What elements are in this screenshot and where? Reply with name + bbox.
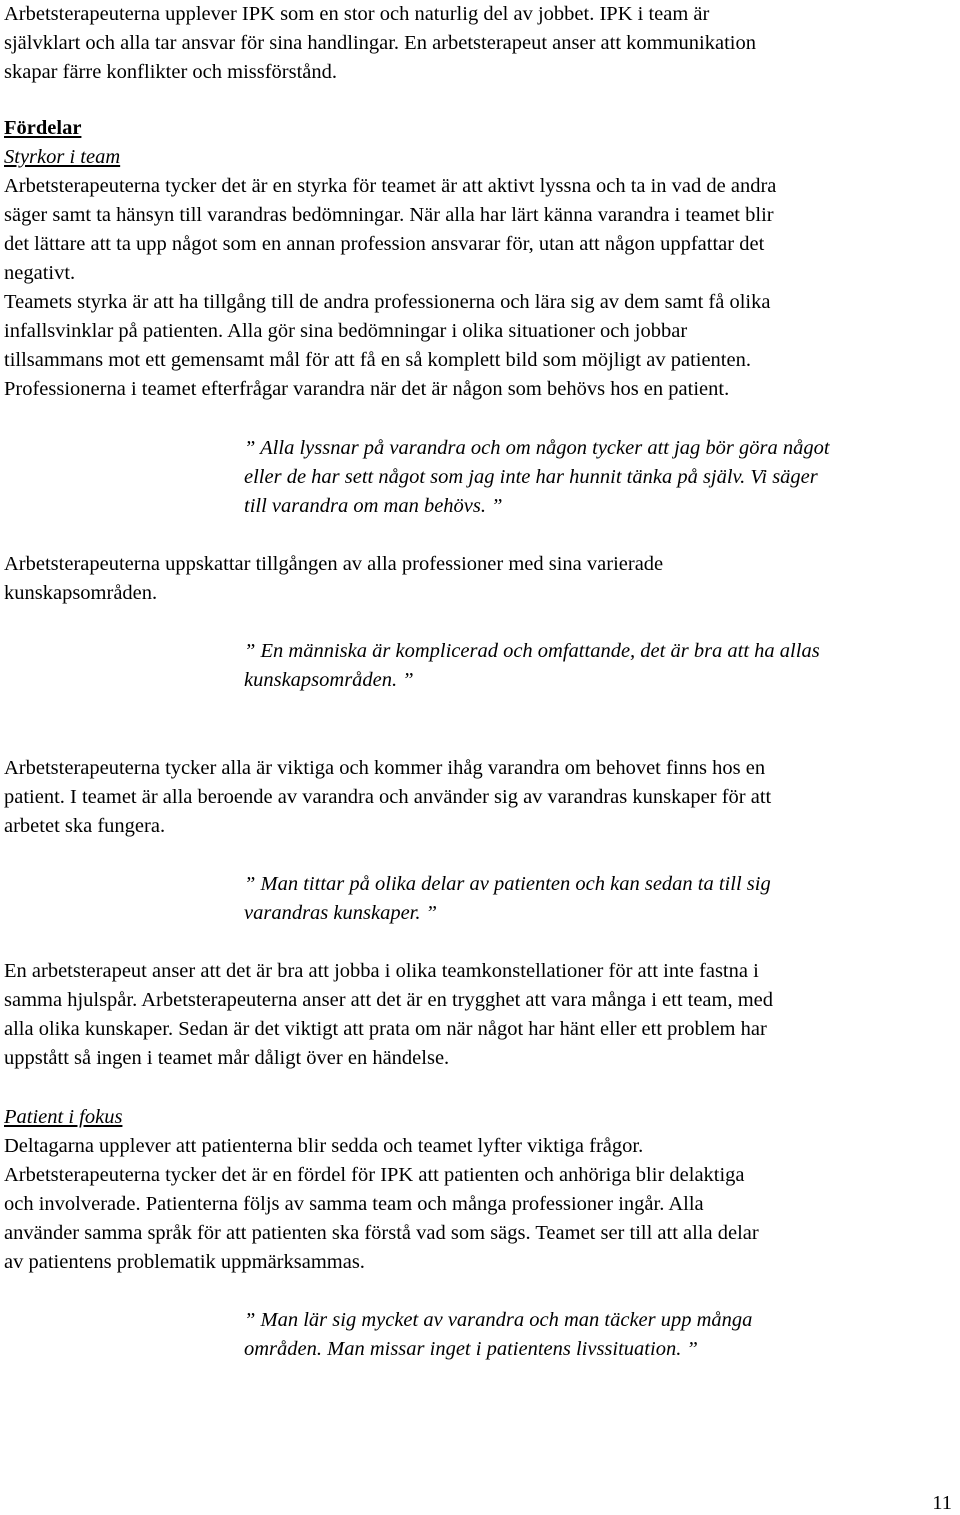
body-text-line: Deltagarna upplever att patienterna blir sedda och teamet lyfter viktiga frågor. — [4, 1135, 644, 1157]
subheading-patient-i-fokus: Patient i fokus — [4, 1106, 123, 1128]
quote-text: områden. Man missar inget i patientens livssituation. — [244, 1338, 682, 1360]
quote-text: En människa är komplicerad och omfattande, det är bra att ha allas — [260, 640, 820, 662]
quote-text: varandras kunskaper. — [244, 902, 421, 924]
body-text-line: Arbetsterapeuterna tycker det är en styrka för teamet är att aktivt lyssna och ta in vad de andra — [4, 175, 777, 197]
quote-line: ” Man tittar på olika delar av patienten och kan sedan ta till sig — [244, 873, 771, 895]
body-text-line: och involverade. Patienterna följs av samma team och många professioner ingår. Alla — [4, 1193, 704, 1215]
body-text-line: infallsvinklar på patienten. Alla gör sina bedömningar i olika situationer och jobbar — [4, 320, 688, 342]
body-text-line: Teamets styrka är att ha tillgång till de andra professionerna och lära sig av dem samt få olika — [4, 291, 771, 313]
body-text-line: Arbetsterapeuterna upplever IPK som en stor och naturlig del av jobbet. IPK i team är — [4, 3, 710, 25]
quote-line: ” En människa är komplicerad och omfattande, det är bra att ha allas — [244, 640, 820, 662]
quote-text: Man lär sig mycket av varandra och man täcker upp många — [260, 1309, 753, 1331]
quote-line: varandras kunskaper. ” — [244, 902, 438, 924]
body-text-line: av patientens problematik uppmärksammas. — [4, 1251, 365, 1273]
body-text-line: det lättare att ta upp något som en annan profession ansvarar för, utan att någon uppfattar det — [4, 233, 765, 255]
body-text-line: kunskapsområden. — [4, 582, 158, 604]
body-text-line: patient. I teamet är alla beroende av varandra och använder sig av varandras kunskaper för att — [4, 786, 772, 808]
body-text-line: uppstått så ingen i teamet mår dåligt över en händelse. — [4, 1047, 450, 1069]
quote-line: ” Man lär sig mycket av varandra och man täcker upp många — [244, 1309, 753, 1331]
body-text-line: Professionerna i teamet efterfrågar varandra när det är någon som behövs hos en patient. — [4, 378, 730, 400]
body-text-line: säger samt ta hänsyn till varandras bedömningar. När alla har lärt känna varandra i teamet blir — [4, 204, 774, 226]
quote-line: ” Alla lyssnar på varandra och om någon tycker att jag bör göra något — [244, 437, 830, 459]
quote-text: kunskapsområden. — [244, 669, 398, 691]
quote-text: till varandra om man behövs. — [244, 495, 486, 517]
subheading-styrkor-i-team: Styrkor i team — [4, 146, 121, 168]
page-number: 11 — [932, 1492, 952, 1514]
quote-line: till varandra om man behövs. ” — [244, 495, 503, 517]
body-text-line: samma hjulspår. Arbetsterapeuterna anser att det är en trygghet att vara många i ett team, med — [4, 989, 774, 1011]
section-heading-fordelar: Fördelar — [4, 117, 82, 139]
body-text-line: tillsammans mot ett gemensamt mål för att få en så komplett bild som möjligt av patienten. — [4, 349, 751, 371]
body-text-line: Arbetsterapeuterna tycker alla är viktiga och kommer ihåg varandra om behovet finns hos en — [4, 757, 766, 779]
quote-text: Alla lyssnar på varandra och om någon tycker att jag bör göra något — [260, 437, 830, 459]
body-text-line: arbetet ska fungera. — [4, 815, 166, 837]
quote-text: Man tittar på olika delar av patienten och kan sedan ta till sig — [260, 873, 771, 895]
quote-line: kunskapsområden. ” — [244, 669, 414, 691]
body-text-line: skapar färre konflikter och missförstånd. — [4, 61, 338, 83]
body-text-line: Arbetsterapeuterna tycker det är en fördel för IPK att patienten och anhöriga blir delaktiga — [4, 1164, 745, 1186]
quote-line: områden. Man missar inget i patientens livssituation. ” — [244, 1338, 698, 1360]
body-text-line: alla olika kunskaper. Sedan är det viktigt att prata om när något har hänt eller ett problem har — [4, 1018, 767, 1040]
quote-line: eller de har sett något som jag inte har hunnit tänka på själv. Vi säger — [244, 466, 818, 488]
body-text-line: självklart och alla tar ansvar för sina handlingar. En arbetsterapeut anser att kommunikation — [4, 32, 756, 54]
body-text-line: använder samma språk för att patienten ska förstå vad som sägs. Teamet ser till att alla delar — [4, 1222, 759, 1244]
body-text-line: En arbetsterapeut anser att det är bra att jobba i olika teamkonstellationer för att inte fastna i — [4, 960, 759, 982]
body-text-line: Arbetsterapeuterna uppskattar tillgången av alla professioner med sina varierade — [4, 553, 664, 575]
body-text-line: negativt. — [4, 262, 76, 284]
